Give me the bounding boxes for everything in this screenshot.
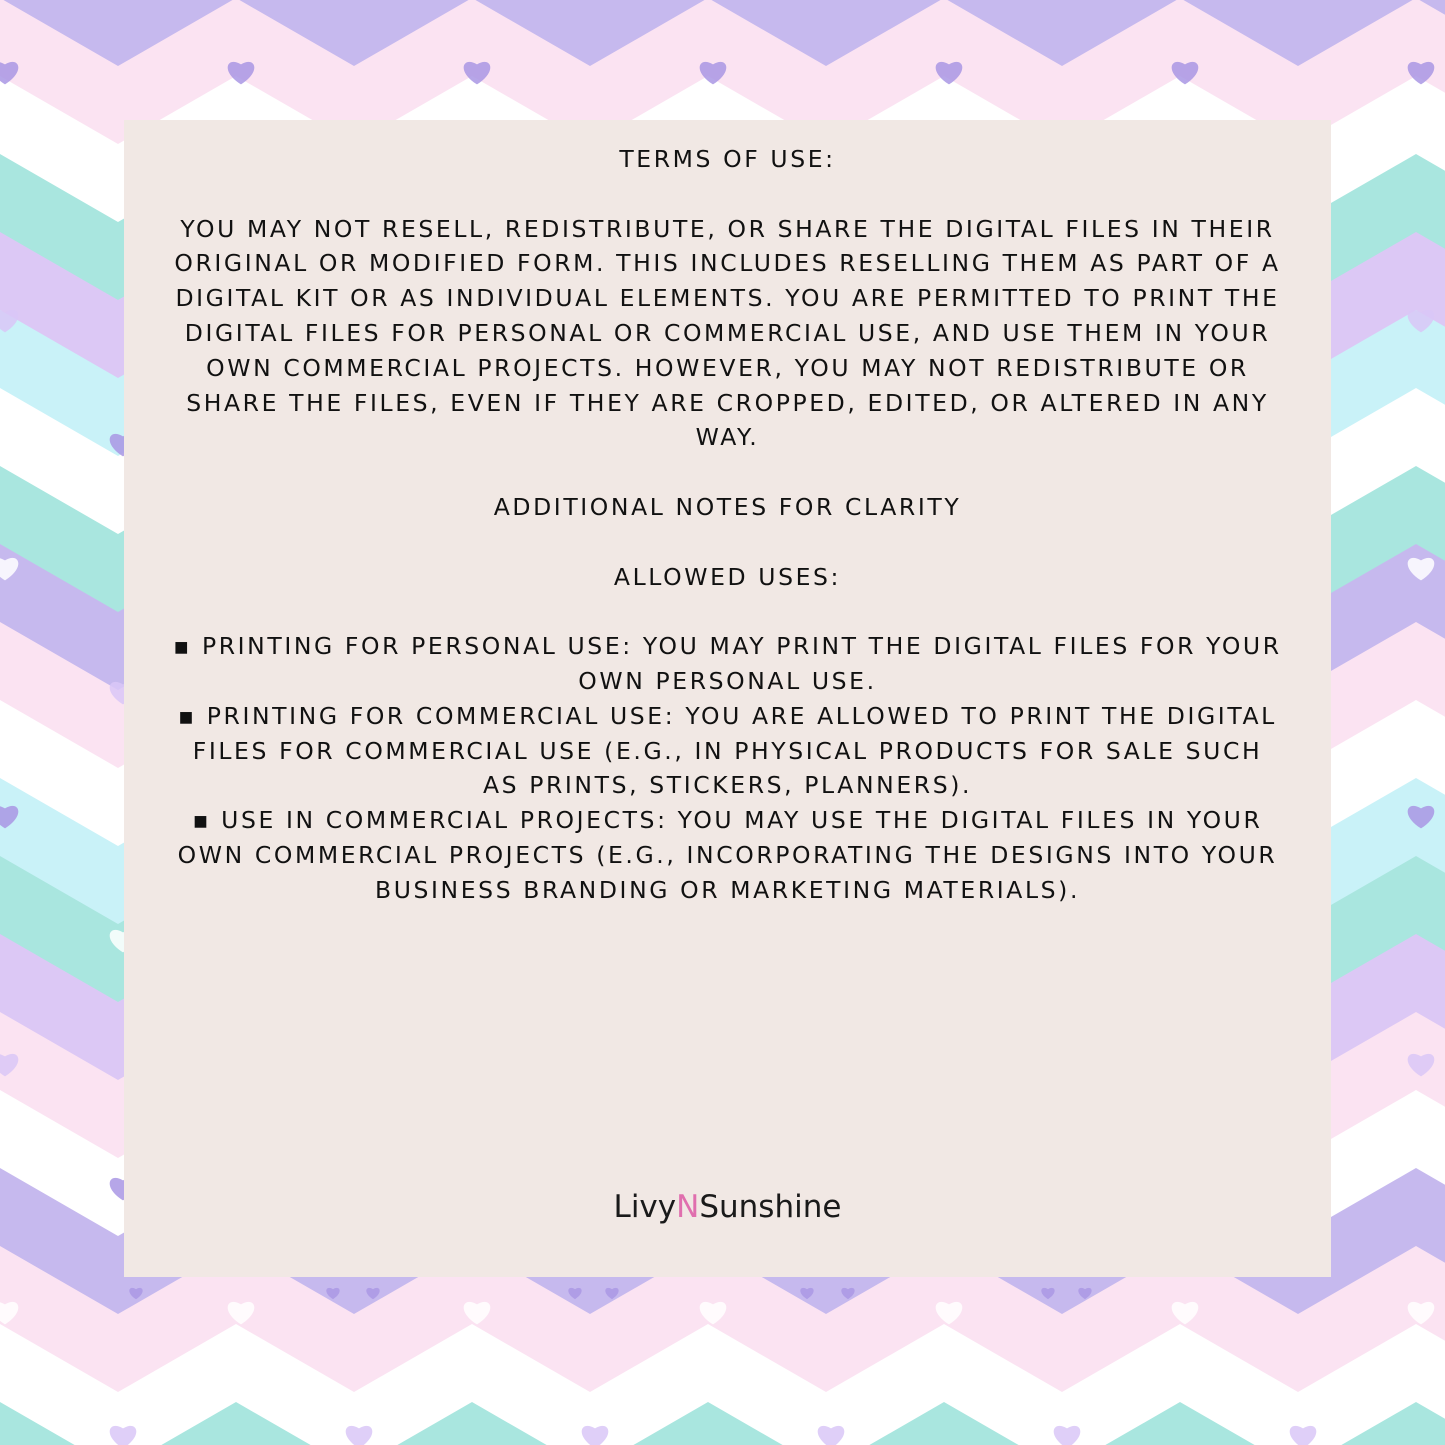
- allowed-item-commercial-print: ▪ PRINTING FOR COMMERCIAL USE: YOU ARE ALLOWED TO PRINT THE DIGITAL FILES FOR COMMERCIAL USE (E.G., IN PHYSICAL PRODUCTS FOR SALE SUCH AS PRINTS, STICKERS, PLANNERS).: [178, 701, 1277, 800]
- brand-accent: N: [676, 1189, 700, 1225]
- brand-logo: [124, 1187, 1331, 1227]
- terms-card: [124, 120, 1331, 1277]
- allowed-heading: ALLOWED USES:: [613, 562, 842, 591]
- allowed-item-personal: ▪ PRINTING FOR PERSONAL USE: YOU MAY PRINT THE DIGITAL FILES FOR YOUR OWN PERSONAL USE.: [173, 632, 1282, 695]
- allowed-item-commercial-projects: ▪ USE IN COMMERCIAL PROJECTS: YOU MAY USE THE DIGITAL FILES IN YOUR OWN COMMERCIAL PROJECTS (E.G., INCORPORATING THE DESIGNS INTO YOUR BUSINESS BRANDING OR MARKETING MATERIALS).: [177, 806, 1278, 904]
- notes-heading: ADDITIONAL NOTES FOR CLARITY: [493, 492, 962, 521]
- terms-paragraph: YOU MAY NOT RESELL, REDISTRIBUTE, OR SHARE THE DIGITAL FILES IN THEIR ORIGINAL OR MODIFIED FORM. THIS INCLUDES RESELLING THEM AS PART OF A DIGITAL KIT OR AS INDIVIDUAL ELEMENTS. YOU ARE PERMITTED TO PRINT THE DIGITAL FILES FOR PERSONAL OR COMMERCIAL USE, AND USE THEM IN YOUR OWN COMMERCIAL PROJECTS. HOWEVER, YOU MAY NOT REDISTRIBUTE OR SHARE THE FILES, EVEN IF THEY ARE CROPPED, EDITED, OR ALTERED IN ANY WAY.: [174, 214, 1281, 452]
- brand-part-2: Sunshine: [699, 1189, 842, 1225]
- brand-part-1: Livy: [613, 1189, 677, 1225]
- terms-heading: TERMS OF USE:: [619, 145, 836, 173]
- allowed-list: [170, 629, 1285, 907]
